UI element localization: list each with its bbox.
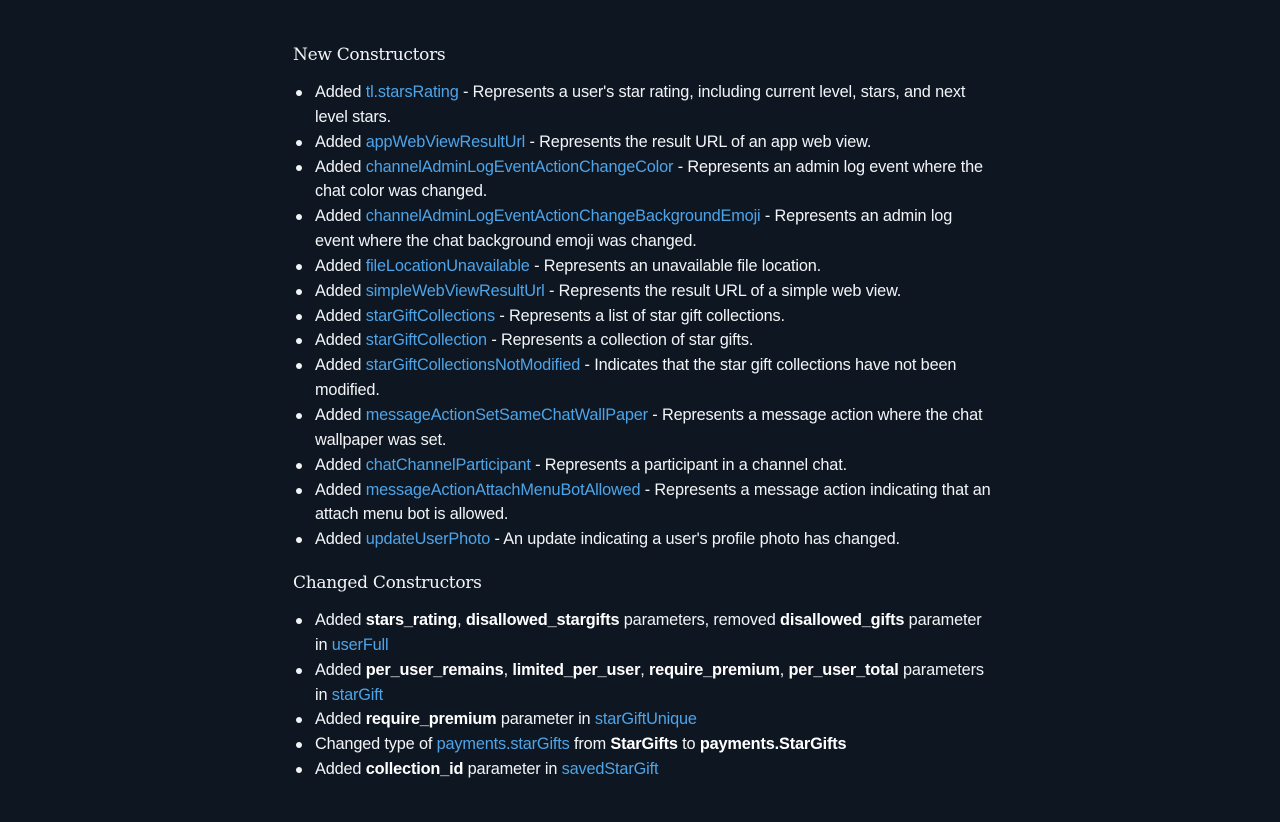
list-item <box>315 304 993 329</box>
list-item <box>315 353 993 403</box>
item-description: - An update indicating a user's profile photo has changed. <box>490 530 900 549</box>
item-text: , <box>457 611 466 630</box>
item-description: - Represents an admin log event where the chat color was changed. <box>315 157 983 201</box>
constructor-link[interactable]: simpleWebViewResultUrl <box>365 281 545 300</box>
parameter-name: StarGifts <box>610 735 678 754</box>
item-text: parameters, removed <box>619 611 781 630</box>
constructor-link[interactable]: messageActionSetSameChatWallPaper <box>365 405 648 424</box>
parameter-name: disallowed_gifts <box>780 611 905 630</box>
list-item <box>315 658 993 708</box>
list-item <box>315 478 993 528</box>
constructor-link[interactable]: starGiftUnique <box>594 710 697 729</box>
list-item <box>315 757 993 782</box>
list-item <box>315 130 993 155</box>
item-text: Added <box>315 611 366 630</box>
parameter-name: stars_rating <box>365 611 458 630</box>
parameter-name: payments.StarGifts <box>699 735 847 754</box>
list-item <box>315 80 993 130</box>
list-item <box>315 155 993 205</box>
item-text: Added <box>315 207 366 226</box>
item-text: Added <box>315 132 366 151</box>
constructor-link[interactable]: payments.starGifts <box>436 735 570 754</box>
item-text: Added <box>315 455 366 474</box>
list-item <box>315 732 993 757</box>
item-text: Added <box>315 356 366 375</box>
section-title-changed-constructors: Changed Constructors <box>293 573 482 594</box>
item-text: Added <box>315 83 366 101</box>
constructor-link[interactable]: starGiftCollections <box>365 306 495 325</box>
list-item <box>315 254 993 279</box>
item-description: - Represents a user's star rating, including current level, stars, and next level stars. <box>315 83 966 126</box>
item-text: Added <box>315 405 366 424</box>
item-text: Added <box>315 710 366 729</box>
item-text: parameter in <box>463 760 562 779</box>
parameter-name: require_premium <box>365 710 497 729</box>
constructor-link[interactable]: userFull <box>331 635 389 654</box>
item-description: - Represents a list of star gift collections. <box>494 306 785 325</box>
list-item <box>315 707 993 732</box>
constructor-link[interactable]: savedStarGift <box>561 760 659 779</box>
constructor-link[interactable]: starGiftCollection <box>365 331 487 350</box>
item-text: Added <box>315 660 366 679</box>
constructor-link[interactable]: tl.starsRating <box>365 83 459 101</box>
list-item <box>315 204 993 254</box>
item-text: , <box>779 660 789 679</box>
list-item <box>315 403 993 453</box>
constructor-link[interactable]: chatChannelParticipant <box>365 455 531 474</box>
item-text: Added <box>315 256 366 275</box>
item-description: - Represents a participant in a channel chat. <box>530 455 847 474</box>
list-item <box>315 453 993 478</box>
item-text: from <box>569 735 611 754</box>
item-text: , <box>503 660 513 679</box>
item-text: to <box>677 735 700 754</box>
constructor-link[interactable]: messageActionAttachMenuBotAllowed <box>365 480 641 499</box>
item-text: Added <box>315 157 366 176</box>
constructor-link[interactable]: appWebViewResultUrl <box>365 132 526 151</box>
item-text: Added <box>315 331 366 350</box>
parameter-name: per_user_remains <box>365 660 504 679</box>
item-description: - Represents a collection of star gifts. <box>486 331 754 350</box>
item-text: , <box>640 660 649 679</box>
item-text: Added <box>315 281 366 300</box>
list-item <box>315 527 993 552</box>
item-text: Added <box>315 480 366 499</box>
item-text: Added <box>315 306 366 325</box>
item-description: - Represents an unavailable file location. <box>529 256 822 275</box>
constructor-link[interactable]: channelAdminLogEventActionChangeBackgroundEmoji <box>365 207 761 226</box>
parameter-name: collection_id <box>365 760 464 779</box>
changed-constructors-list <box>293 608 993 782</box>
changelog-content <box>293 42 993 782</box>
item-text: parameters in <box>315 660 984 704</box>
item-description: - Indicates that the star gift collections have not been modified. <box>315 356 957 400</box>
parameter-name: require_premium <box>649 660 780 679</box>
constructor-link[interactable]: channelAdminLogEventActionChangeColor <box>365 157 674 176</box>
constructor-link[interactable]: starGiftCollectionsNotModified <box>365 356 581 375</box>
item-text: parameter in <box>315 611 982 654</box>
parameter-name: limited_per_user <box>512 660 641 679</box>
item-text: Changed type of <box>315 735 437 754</box>
constructor-link[interactable]: updateUserPhoto <box>365 530 491 549</box>
item-description: - Represents a message action indicating that an attach menu bot is allowed. <box>315 480 991 524</box>
item-description: - Represents an admin log event where the chat background emoji was changed. <box>315 207 953 251</box>
item-text: Added <box>315 530 366 549</box>
list-item <box>315 328 993 353</box>
item-description: - Represents the result URL of a simple web view. <box>544 281 902 300</box>
parameter-name: per_user_total <box>788 660 899 679</box>
list-item <box>315 608 993 658</box>
item-text: parameter in <box>496 710 595 729</box>
item-description: - Represents a message action where the chat wallpaper was set. <box>315 405 983 449</box>
section-title-new-constructors: New Constructors <box>293 45 446 65</box>
new-constructors-list <box>293 80 993 552</box>
item-description: - Represents the result URL of an app web view. <box>525 132 872 151</box>
item-text: Added <box>315 760 366 779</box>
constructor-link[interactable]: starGift <box>331 685 384 704</box>
constructor-link[interactable]: fileLocationUnavailable <box>365 256 530 275</box>
parameter-name: disallowed_stargifts <box>465 611 620 630</box>
list-item <box>315 279 993 304</box>
